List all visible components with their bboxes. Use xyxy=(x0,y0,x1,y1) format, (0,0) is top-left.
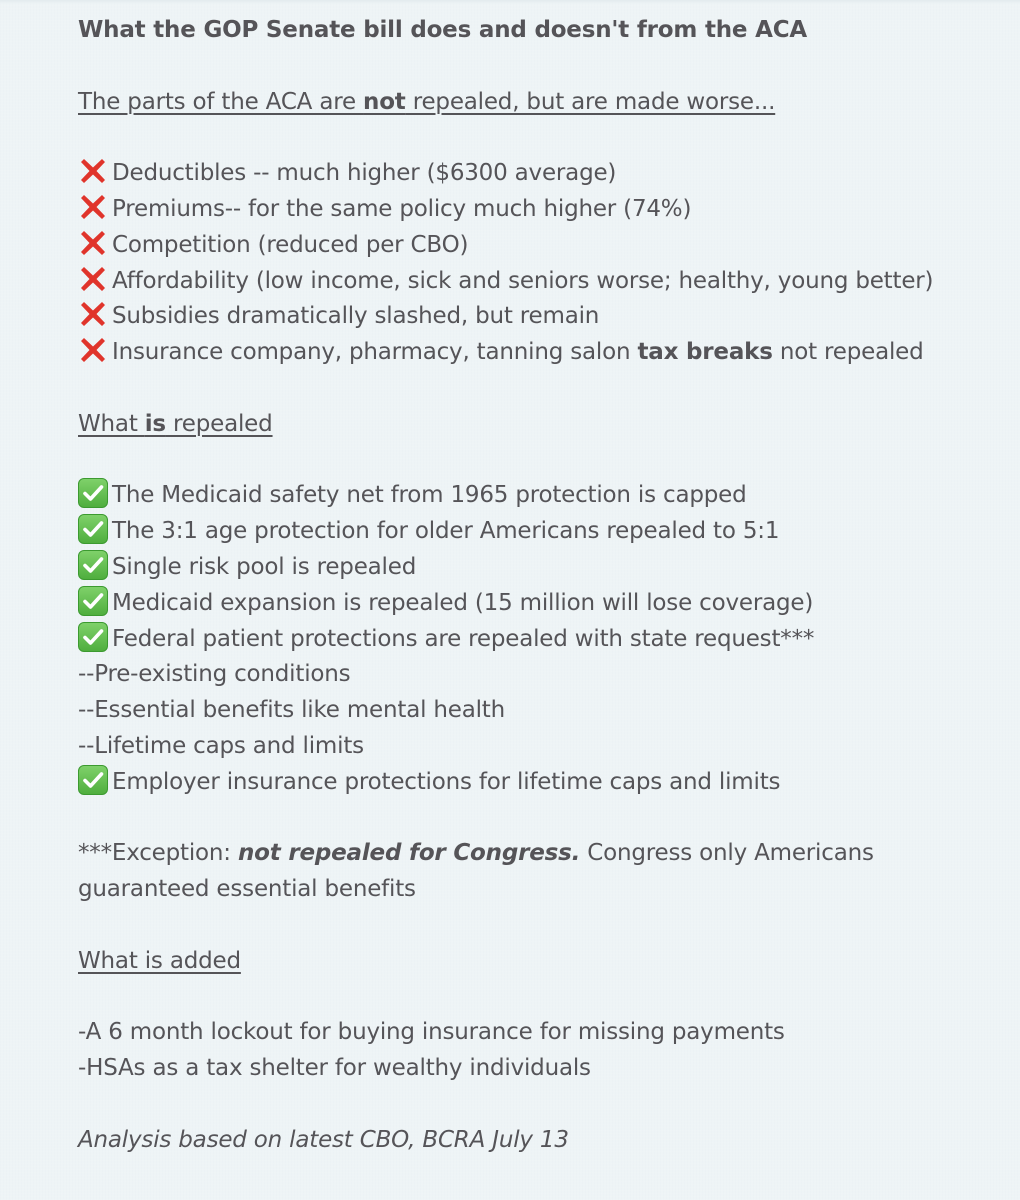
list-item: -HSAs as a tax shelter for wealthy individuals xyxy=(78,1055,591,1082)
section-heading-not-repealed: The parts of the ACA are not repealed, but are made worse... xyxy=(78,88,776,115)
cross-mark-icon xyxy=(78,156,108,186)
list-item: Federal patient protections are repealed with state request*** xyxy=(78,622,1008,658)
blank-line xyxy=(78,120,1008,156)
check-mark-icon xyxy=(78,478,108,508)
cross-mark-icon xyxy=(78,264,108,294)
check-mark-icon xyxy=(78,586,108,616)
sub-list-item: --Essential benefits like mental health xyxy=(78,697,505,724)
section-heading-repealed: What is repealed xyxy=(78,410,273,437)
cross-mark-icon xyxy=(78,299,108,329)
list-item: Single risk pool is repealed xyxy=(78,550,1008,586)
note-title: What the GOP Senate bill does and doesn't from the ACA xyxy=(78,17,807,43)
blank-line xyxy=(78,1087,1008,1123)
check-mark-icon xyxy=(78,765,108,795)
cross-mark-icon xyxy=(78,192,108,222)
list-item: Insurance company, pharmacy, tanning salon tax breaks not repealed xyxy=(78,335,1008,371)
blank-line xyxy=(78,801,1008,837)
check-mark-icon xyxy=(78,514,108,544)
blank-line xyxy=(78,371,1008,407)
cross-mark-icon xyxy=(78,228,108,258)
list-item: The 3:1 age protection for older Americans repealed to 5:1 xyxy=(78,514,1008,550)
exception-note: ***Exception: not repealed for Congress. Congress only Americans guaranteed essential benefits xyxy=(78,840,874,903)
cross-mark-icon xyxy=(78,335,108,365)
footer-note: Analysis based on latest CBO, BCRA July 13 xyxy=(78,1126,569,1153)
top-edge xyxy=(0,0,1020,4)
blank-line xyxy=(78,443,1008,479)
note-body[interactable] xyxy=(78,13,1008,1159)
blank-line xyxy=(78,980,1008,1016)
check-mark-icon xyxy=(78,550,108,580)
list-item: Employer insurance protections for lifetime caps and limits xyxy=(78,765,1008,801)
blank-line xyxy=(78,908,1008,944)
section-heading-added: What is added xyxy=(78,947,241,974)
list-item: Deductibles -- much higher ($6300 average) xyxy=(78,156,1008,192)
list-item: -A 6 month lockout for buying insurance for missing payments xyxy=(78,1019,785,1046)
blank-line xyxy=(78,49,1008,85)
list-item: Competition (reduced per CBO) xyxy=(78,228,1008,264)
sub-list-item: --Pre-existing conditions xyxy=(78,661,351,688)
sub-list-item: --Lifetime caps and limits xyxy=(78,732,364,759)
list-item: Affordability (low income, sick and seniors worse; healthy, young better) xyxy=(78,264,1008,300)
list-item: Subsidies dramatically slashed, but remain xyxy=(78,299,1008,335)
check-mark-icon xyxy=(78,622,108,652)
list-item: Premiums-- for the same policy much higher (74%) xyxy=(78,192,1008,228)
list-item: Medicaid expansion is repealed (15 million will lose coverage) xyxy=(78,586,1008,622)
list-item: The Medicaid safety net from 1965 protection is capped xyxy=(78,478,1008,514)
